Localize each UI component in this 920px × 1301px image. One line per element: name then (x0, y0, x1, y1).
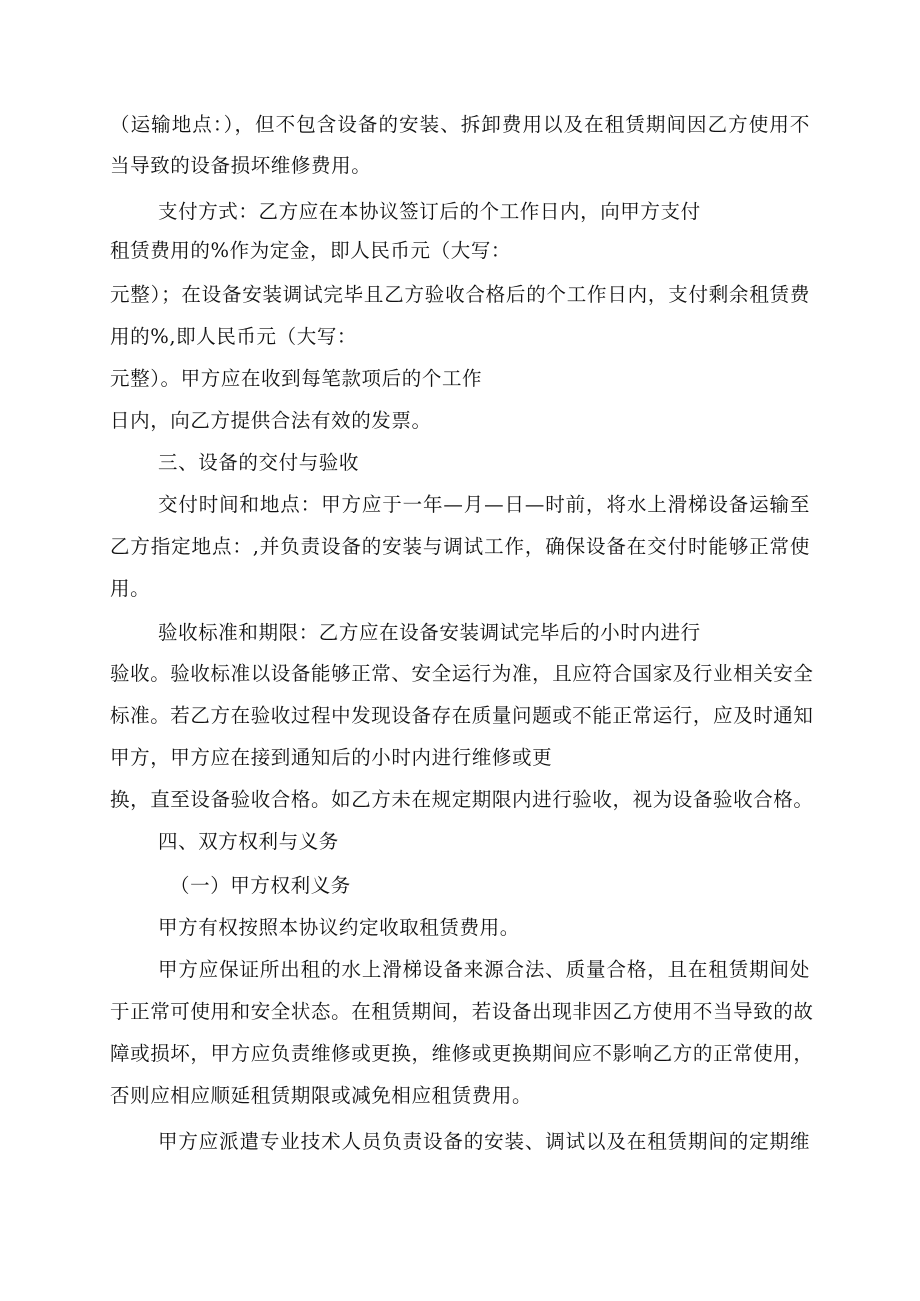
paragraph-line: 甲方，甲方应在接到通知后的小时内进行维修或更 (110, 746, 553, 769)
paragraph-line: 乙方指定地点：,并负责设备的安装与调试工作，确保设备在交付时能够正常使 (110, 535, 810, 558)
paragraph-line: 用的%,即人民币元（大写： (110, 325, 358, 348)
paragraph-line: 障或损坏，甲方应负责维修或更换，维修或更换期间应不影响乙方的正常使用， (110, 1042, 814, 1065)
paragraph-line: 租赁费用的%作为定金，即人民币元（大写： (110, 239, 512, 262)
section-heading: 四、双方权利与义务 (158, 830, 339, 853)
paragraph-line: 元整）；在设备安装调试完毕且乙方验收合格后的个工作日内，支付剩余租赁费 (110, 283, 810, 306)
paragraph-line: 换，直至设备验收合格。如乙方未在规定期限内进行验收，视为设备验收合格。 (110, 788, 814, 811)
paragraph-line: （运输地点：），但不包含设备的安装、拆卸费用以及在租赁期间因乙方使用不 (110, 113, 810, 136)
paragraph-line: 甲方应派遣专业技术人员负责设备的安装、调试以及在租赁期间的定期维 (158, 1130, 810, 1153)
paragraph-line: 于正常可使用和安全状态。在租赁期间，若设备出现非因乙方使用不当导致的故 (110, 1000, 814, 1023)
paragraph-line: 否则应相应顺延租赁期限或减免相应租赁费用。 (110, 1084, 533, 1107)
paragraph-line: 元整）。甲方应在收到每笔款项后的个工作 (110, 367, 483, 390)
paragraph-line: 当导致的设备损坏维修费用。 (110, 154, 372, 177)
paragraph-line: 日内，向乙方提供合法有效的发票。 (110, 409, 432, 432)
subsection-heading: （一）甲方权利义务 (170, 874, 351, 897)
paragraph-line: 支付方式：乙方应在本协议签订后的个工作日内，向甲方支付 (158, 200, 701, 223)
paragraph-line: 甲方有权按照本协议约定收取租赁费用。 (158, 916, 520, 939)
paragraph-line: 验收标准和期限：乙方应在设备安装调试完毕后的小时内进行 (158, 621, 701, 644)
paragraph-line: 验收。验收标准以设备能够正常、安全运行为准，且应符合国家及行业相关安全 (110, 662, 814, 685)
paragraph-line: 甲方应保证所出租的水上滑梯设备来源合法、质量合格，且在租赁期间处 (158, 958, 810, 981)
section-heading: 三、设备的交付与验收 (158, 451, 360, 474)
paragraph-line: 标准。若乙方在验收过程中发现设备存在质量问题或不能正常运行，应及时通知 (110, 704, 814, 727)
paragraph-line: 交付时间和地点：甲方应于一年—月—日—时前，将水上滑梯设备运输至 (158, 493, 810, 516)
paragraph-line: 用。 (110, 577, 151, 600)
